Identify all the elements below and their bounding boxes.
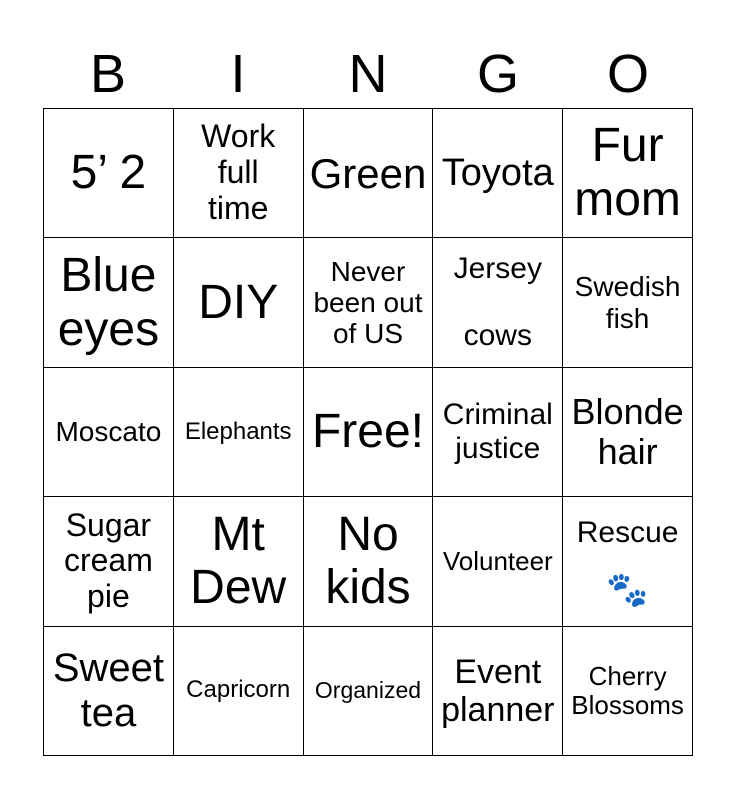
cell-label: Fur mom [574,119,681,227]
cell-label: Criminal justice [442,398,553,465]
bingo-cell[interactable] [563,368,693,497]
cell-label: Volunteer [442,545,553,576]
cell-label: Toyota [441,151,554,194]
cell-label: Never been out of US [313,255,423,350]
bingo-cell free-space[interactable] [304,368,434,497]
header-letter-b: B [89,44,127,104]
bingo-cell[interactable] [44,368,174,497]
bingo-cell[interactable] [44,109,174,238]
bingo-cell[interactable] [174,109,304,238]
header-letter-n: N [348,44,388,104]
cell-label: Elephants [184,417,292,445]
cell-label: Blue eyes [57,248,160,356]
cell-label: Moscato [55,416,162,448]
bingo-cell[interactable] [174,368,304,497]
cell-label: Capricorn [186,676,291,704]
cell-label: Green [309,149,427,197]
cell-label: Work full time [201,118,276,227]
bingo-cell[interactable] [563,109,693,238]
bingo-cell[interactable] [563,497,693,626]
bingo-cell[interactable] [304,497,434,626]
bingo-cell[interactable] [433,238,563,367]
bingo-header [43,40,693,108]
bingo-cell[interactable] [304,109,434,238]
bingo-cell[interactable] [433,368,563,497]
cell-label: Mt Dew [190,507,287,615]
bingo-cell[interactable] [174,627,304,756]
bingo-cell[interactable] [304,627,434,756]
cell-label: Free! [311,405,424,459]
bingo-cell[interactable] [433,109,563,238]
cell-label: Event planner [441,652,555,729]
bingo-board [43,108,693,756]
cell-label: Blonde hair [571,390,684,472]
paw-icon: 🐾 [606,571,649,610]
bingo-cell[interactable] [433,627,563,756]
bingo-cell[interactable] [563,627,693,756]
bingo-cell[interactable] [174,497,304,626]
header-letter-g: G [476,44,519,104]
bingo-cell[interactable] [304,238,434,367]
cell-label: Sugar cream pie [63,506,153,615]
bingo-cell[interactable] [44,627,174,756]
cell-label: No kids [325,507,411,615]
cell-label: Rescue [576,515,679,549]
cell-label: 5’ 2 [70,146,147,200]
bingo-cell[interactable] [44,238,174,367]
cell-label: DIY [198,275,279,329]
bingo-cell[interactable] [174,238,304,367]
header-letter-o: O [606,44,649,104]
bingo-cell[interactable] [44,497,174,626]
header-letter-i: I [230,44,246,104]
cell-label: Swedish fish [574,271,681,334]
cell-label: Organized [314,676,422,703]
cell-label: Sweet tea [52,645,164,735]
cell-label: Cherry Blossoms [571,660,684,720]
cell-label: Jersey cows [453,252,542,353]
bingo-cell[interactable] [563,238,693,367]
bingo-cell[interactable] [433,497,563,626]
